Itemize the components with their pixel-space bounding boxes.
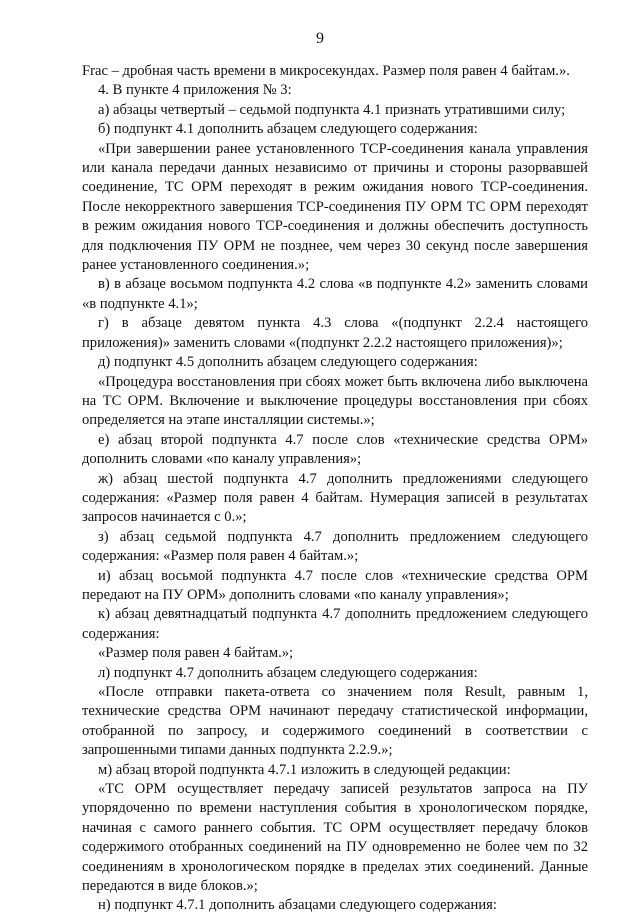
paragraph-item-zh: ж) абзац шестой подпункта 4.7 дополнить предложениями следующего содержания: «Размер поля равен 4 байтам. Нумерация записей в результатах запросов начинается с 0.»; — [82, 470, 588, 526]
paragraph-item-m: м) абзац второй подпункта 4.7.1 изложить в следующей редакции: — [98, 761, 511, 778]
paragraph-item-v: в) в абзаце восьмом подпункта 4.2 слова «в подпункте 4.2» заменить словами «в подпункте 4.1»; — [82, 276, 588, 312]
paragraph-quote-tcp-connection: «При завершении ранее установленного TCP-соединения канала управления или канала передачи данных независимо от причины и стороны разорвавшей соединение, ТС ОРМ переходят в режим ожидания нового TCP-соединения. После некорректного завершения TCP-соединения ПУ ОРМ ТС ОРМ переходят в режим ожидания нового TCP-соединения и должны обеспечить доступность для подключения ПУ ОРМ не позднее, чем через 30 секунд после завершения ранее установленного соединения.»; — [82, 140, 588, 274]
paragraph-item-i: и) абзац восьмой подпункта 4.7 после слов «технические средства ОРМ передают на ПУ ОРМ» дополнить словами «по каналу управления»; — [82, 567, 588, 603]
paragraph-item-g: г) в абзаце девятом пункта 4.3 слова «(подпункт 2.2.4 настоящего приложения)» заменить словами «(подпункт 2.2.2 настоящего приложения)»; — [82, 315, 588, 351]
paragraph-quote-result-packet: «После отправки пакета-ответа со значением поля Result, равным 1, технические средства ОРМ начинают передачу статистической информации, отобранной по запросу, и содержимого соединений в соответствии с запрошенными типами данных подпункта 2.2.9.»; — [82, 684, 588, 759]
paragraph-item-d: д) подпункт 4.5 дополнить абзацем следующего содержания: — [98, 354, 478, 371]
paragraph-item-k: к) абзац девятнадцатый подпункта 4.7 дополнить предложением следующего содержания: — [82, 606, 588, 642]
document-body — [82, 62, 588, 916]
paragraph-item-a: а) абзацы четвертый – седьмой подпункта 4.1 признать утратившими силу; — [98, 101, 566, 118]
paragraph-quote-tc-orm-transfer: «ТС ОРМ осуществляет передачу записей результатов запроса на ПУ упорядоченно по времени наступления события в хронологическом порядке, начиная с самого раннего события. ТС ОРМ осуществляет передачу блоков содержимого отобранных соединений на ПУ одновременно не более чем по 32 соединениям в хронологическом порядке в пределах этих соединений. Данные передаются в виде блоков.»; — [82, 781, 588, 895]
paragraph-item-z: з) абзац седьмой подпункта 4.7 дополнить предложением следующего содержания: «Размер поля равен 4 байтам.»; — [82, 528, 588, 565]
paragraph-frac-definition: Frac – дробная часть времени в микросекундах. Размер поля равен 4 байтам.». — [82, 63, 570, 79]
paragraph-quote-field-size: «Размер поля равен 4 байтам.»; — [98, 645, 294, 662]
paragraph-item-b: б) подпункт 4.1 дополнить абзацем следующего содержания: — [98, 121, 478, 138]
paragraph-item-n: н) подпункт 4.7.1 дополнить абзацами следующего содержания: — [98, 897, 497, 914]
paragraph-quote-recovery-procedure: «Процедура восстановления при сбоях может быть включена либо выключена на ТС ОРМ. Включение и выключение процедуры восстановления при сбоях определяется на этапе инсталляции системы.»; — [82, 373, 588, 429]
paragraph-item-e: е) абзац второй подпункта 4.7 после слов «технические средства ОРМ» дополнить словами «по каналу управления»; — [82, 431, 588, 468]
paragraph-item-4: 4. В пункте 4 приложения № 3: — [98, 82, 292, 99]
page-number: 9 — [316, 30, 324, 47]
paragraph-item-l: л) подпункт 4.7 дополнить абзацем следующего содержания: — [98, 664, 478, 681]
